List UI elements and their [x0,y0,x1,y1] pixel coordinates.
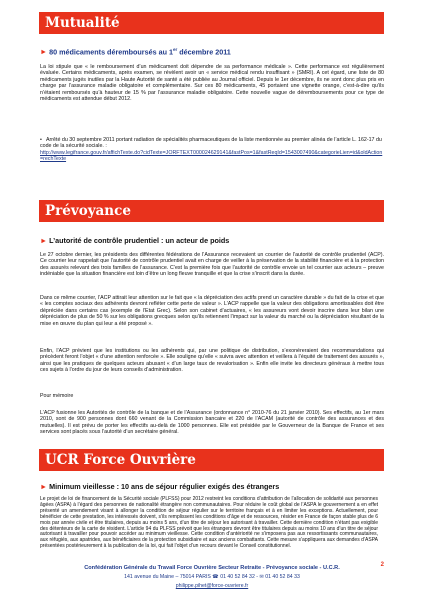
footer-address: 141 avenue du Maine – 75014 PARIS ☎ 01 40 52 84 32 - ✉ 01 40 52 84 33 [124,574,300,580]
bullet-mutualite [40,137,384,150]
paragraph-prevoyance-4: L’ACP fusionne les Autorités de contrôle de la banque et de l’Assurance (ordonnance n° 2010-76 du 21 janvier 2010). Ses effectifs, au 1er mars 2010, sont de 900 personnes dont 660 venant de la Commission bancaire et 220 de l’ACAM (autorité de contrôle des assurances et des mutuelles). Il est prévu de porter les effectifs au-delà de 1000 personnes. Elle est présidée par le Gouverneur de la Banque de France et ses services sont placés sous l’autorité d’un secrétaire général. [40,410,384,436]
subhead-prevoyance [40,236,229,245]
bullet-text: Arrêté du 30 septembre 2011 portant radiation de spécialités pharmaceutiques de la liste mentionnée au premier alinéa de l’article L. 162-17 du code de la sécurité sociale. : [40,137,382,150]
arrow-icon: ► [40,47,48,57]
section-header-ucr: UCR Force Ouvrière [39,449,384,471]
footer-email[interactable] [0,583,424,589]
subhead-end: décembre 2011 [177,47,231,57]
page-number: 2 [380,562,384,568]
arrow-icon: ► [40,482,48,491]
paragraph-prevoyance-1: Le 27 octobre dernier, les présidents des différentes fédérations de l’Assurance recevaient un courrier de l’autorité de contrôle prudentiel (ACP). Ce courrier leur rappelait que l’autorité de contrôle prudentiel avait en charge de veiller à la préservation de la stabilité financière et à la protection des assurés relevant des trois familles de l’assurance. C’est la première fois que l’autorité de contrôle envoie un tel courrier aux acteurs – preuve indéniable que la situation financière est loin d’être un long fleuve tranquille et que la crise s’inscrit dans la durée. [40,252,384,278]
footer-title: Confédération Générale du Travail Force Ouvrière Secteur Retraite - Prévoyance sociale - U.C.R. [84,565,340,571]
subhead-mutualite [40,47,231,56]
subhead-prevoyance-text: L’autorité de contrôle prudentiel : un acteur de poids [49,236,230,245]
subhead-sup: er [172,47,178,52]
bullet-icon: • [40,137,42,143]
subhead-ucr-text: Minimum vieillesse : 10 ans de séjour régulier exigés des étrangers [49,482,280,491]
subhead-text: médicaments déremboursés au 1 [57,47,173,57]
paragraph-mutualite-1: La loi stipule que « le remboursement d’un médicament doit dépendre de sa performance médicale ». Cette performance est régulièrement évaluée. Certains médicaments, après examen, se révèlent avoir un « service médical rendu insuffisant » (SMRI). A cet égard, une liste de 80 médicaments jugés inutiles par la Haute Autorité de santé a été publiée au Journal officiel. Depuis le 1er décembre, ils ne sont donc plus pris en charge par l’assurance maladie obligatoire et complémentaire. Sur ces 80 médicaments, 45 portaient une vignette orange, c’est-à-dire qu’ils n’étaient remboursés qu’à hauteur de 15 % par l’assurance maladie obligatoire. Cette nouvelle vague de déremboursements pour ce type de médicaments est attendue début 2012. [40,64,384,103]
section-header-mutualite: Mutualité [39,12,384,34]
subhead-ucr [40,482,279,491]
legifrance-link-text[interactable]: http://www.legifrance.gouv.fr/affichTexte.do?cidTexte=JORFTEXT000024629141&fastPos=1&fastReqId=1543007490&categorieLien=id&oldAction=rechTexte [40,150,383,163]
paragraph-ucr-1: Le projet de loi de financement de la Sécurité sociale (PLFSS) pour 2012 restreint les conditions d’attribution de l’allocation de solidarité aux personnes âgées (ASPA) à l’égard des personnes de nationalité étrangère non communautaires. Pour réduire le coût global de l’ASPA le gouvernement a en effet présenté un amendement visant à allonger la condition de séjour régulier sur le territoire français et à en limiter les exceptions. Actuellement, pour bénéficier de cette prestation, les intéressés doivent, s’ils remplissent les conditions d’âge et de ressources, résider en France de façon stable plus de 6 mois par année civile et être titulaires, depuis au moins 5 ans, d’un titre de séjour les autorisant à travailler. Cette dernière condition n’étant pas exigible des détenteurs de la carte de résident. L’article 94 du PLFSS prévoit que les étrangers devront être titulaires depuis au moins 10 ans d’un titre de séjour autorisant à travailler pour pouvoir accéder au minimum vieillesse. Cette condition d’antériorité ne s’imposera pas aux ressortissants communautaires, aux réfugiés, aux apatrides, aux bénéficiaires de la protection subsidiaire et aux anciens combattants. Cette mesure s’appliquera aux demandes d’ASPA présentées postérieurement à la publication de la loi, qui fait l’objet d’un recours devant le Conseil constitutionnel. [40,496,378,550]
memo-label: Pour mémoire [40,393,74,399]
section-header-prevoyance: Prévoyance [39,200,384,222]
legifrance-link[interactable] [40,150,384,163]
paragraph-prevoyance-2: Dans ce même courrier, l’ACP attirait leur attention sur le fait que « la dépréciation des actifs prend un caractère durable » du fait de la crise et que « les comptes sociaux des adhérents devront refléter cette perte de valeur ». L’ACP rappelle que la valeur des obligations amortissables doit être dépréciée dans certains cas (exemple de l’Etat Grec). Selon son cabinet d’actuaires, « les assureurs vont devoir inscrire dans leur bilan une dépréciation de plus de 50 % sur les obligations grecques selon qu’ils retiennent l’impact sur la valeur du marché ou la dépréciation résultant de la mise en œuvre du plan qui leur a été proposé ». [40,295,384,327]
subhead-number: 80 [49,47,58,57]
footer-email-link[interactable]: philippe.pihet@force-ouvriere.fr [175,583,249,589]
arrow-icon: ► [40,236,48,245]
paragraph-prevoyance-3: Enfin, l’ACP prévient que les institutions ou les adhérents qui, par une politique de distribution, s’exonéreraient des recommandations qui précèdent feront l’objet « d’une attention renforcée ». Elle souligne qu’elle « suivra avec attention et veillera à l’équité de traitement des assurés », ainsi que les pratiques de quelques acteurs abusant « d’un large taux de revalorisation ». Enfin elle invite les directeurs généraux à mettre tous ces sujets à l’ordre du jour de leurs conseils d’administration. [40,348,384,374]
